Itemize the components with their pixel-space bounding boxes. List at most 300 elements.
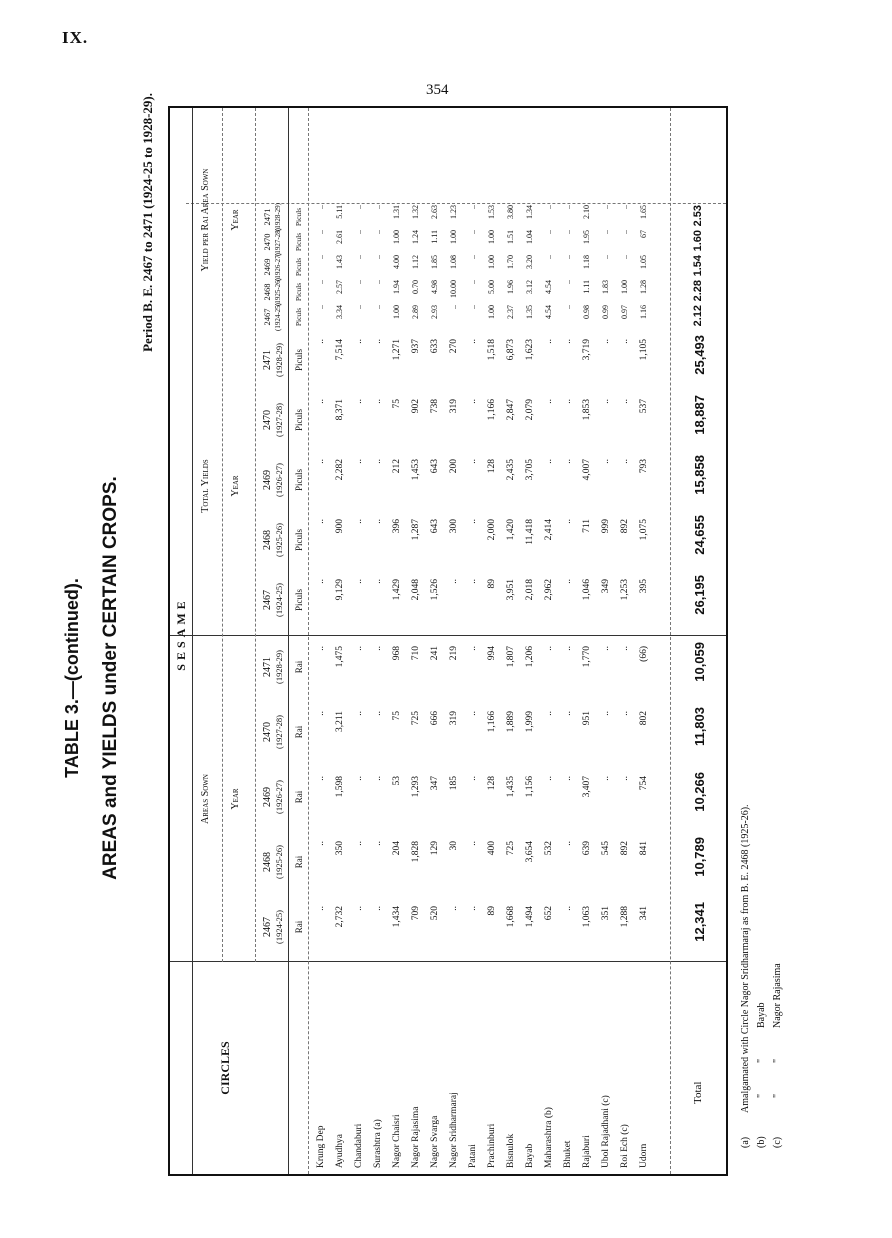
area-year-2468: 2468 [262, 852, 273, 872]
crop-label: SESAME [174, 597, 188, 671]
yield-cell: .. [620, 399, 630, 404]
yield-cell: .. [316, 399, 326, 404]
yield-cell: 1,046 [582, 579, 592, 601]
rai-cell: 1.35 [525, 305, 534, 319]
rai-cell: 5.00 [487, 280, 496, 294]
circle-name: Patani [468, 1144, 478, 1168]
area-cell: .. [373, 711, 383, 716]
area-cell: 725 [411, 711, 421, 726]
area-cell: .. [316, 906, 326, 911]
area-cell: .. [563, 711, 573, 716]
rai-cell: 2.63 [430, 205, 439, 219]
area-cell: 666 [430, 711, 440, 726]
yield-cell: 395 [639, 579, 649, 594]
yield-year-2470: 2470 [262, 410, 273, 430]
rai-cell: .. [563, 205, 572, 209]
rai-unit: Piculs [294, 282, 303, 302]
circle-name: Bayab [525, 1143, 535, 1168]
yield-period-2468: (1925-26) [274, 523, 284, 557]
rai-cell: 1.96 [506, 280, 515, 294]
rai-cell: .. [354, 280, 363, 284]
total-area: 11,803 [692, 707, 707, 747]
area-cell: .. [316, 646, 326, 651]
rai-cell: .. [563, 305, 572, 309]
area-cell: .. [601, 711, 611, 716]
area-cell: 319 [449, 711, 459, 726]
yield-cell: 349 [601, 579, 611, 594]
total-area: 10,059 [692, 642, 707, 682]
footnote-text: Bayab [756, 1002, 767, 1028]
rai-cell: 1.70 [506, 255, 515, 269]
circle-name: Udorn [639, 1143, 649, 1168]
area-cell: .. [354, 841, 364, 846]
yield-cell: 128 [487, 459, 497, 474]
area-cell: 129 [430, 841, 440, 856]
yield-cell: .. [468, 579, 478, 584]
yield-cell: 3,705 [525, 459, 535, 481]
area-period-2468: (1925-26) [274, 845, 284, 879]
yield-cell: .. [601, 399, 611, 404]
total-rai: 2.28 [692, 280, 704, 302]
yield-cell: 200 [449, 459, 459, 474]
area-unit: Rai [294, 920, 304, 934]
section-mark: IX. [62, 28, 89, 47]
yield-cell: 902 [411, 399, 421, 414]
rai-cell: .. [468, 255, 477, 259]
area-cell: 892 [620, 841, 630, 856]
data-table [168, 106, 728, 1176]
rai-cell: .. [316, 305, 325, 309]
rai-period-2468: (1925-26) [274, 278, 282, 306]
circle-name: Roi Ech (c) [620, 1124, 630, 1168]
rai-cell: .. [373, 305, 382, 309]
rai-cell: 1.24 [411, 230, 420, 244]
area-cell: 219 [449, 646, 459, 661]
yield-cell: .. [620, 339, 630, 344]
area-cell: .. [468, 776, 478, 781]
area-cell: .. [373, 646, 383, 651]
rai-cell: .. [563, 280, 572, 284]
rai-period-2471: (1928-29) [274, 203, 282, 231]
area-cell: 1,166 [487, 711, 497, 733]
yield-year-2471: 2471 [262, 350, 273, 370]
circle-name: Bisnulok [506, 1133, 516, 1168]
rai-cell: .. [468, 230, 477, 234]
yield-cell: .. [354, 399, 364, 404]
rai-cell: .. [449, 305, 458, 309]
area-period-2469: (1926-27) [274, 780, 284, 814]
area-cell: 241 [430, 646, 440, 661]
rai-unit: Piculs [294, 207, 303, 227]
rai-cell: .. [620, 230, 629, 234]
yield-unit: Piculs [294, 529, 304, 552]
area-year-2471: 2471 [262, 657, 273, 677]
rai-cell: 1.00 [487, 230, 496, 244]
area-cell: 968 [392, 646, 402, 661]
yield-unit: Piculs [294, 589, 304, 612]
rai-cell: 5.11 [335, 205, 344, 219]
yield-cell: 8,371 [335, 399, 345, 421]
yield-cell: .. [373, 459, 383, 464]
area-cell: 1,828 [411, 841, 421, 863]
area-period-2470: (1927-28) [274, 715, 284, 749]
area-cell: .. [544, 711, 554, 716]
area-unit: Rai [294, 855, 304, 869]
area-period-2471: (1928-29) [274, 650, 284, 684]
rai-cell: .. [373, 230, 382, 234]
area-cell: 709 [411, 906, 421, 921]
yield-cell: 2,414 [544, 519, 554, 541]
area-cell: 3,654 [525, 841, 535, 863]
rai-cell: .. [354, 255, 363, 259]
circle-name: Ayudhya [335, 1134, 345, 1168]
rai-year-2471: 2471 [262, 208, 272, 226]
yield-per-rai-header: Yield per Rai Area Sown [200, 168, 211, 272]
yield-unit: Piculs [294, 349, 304, 372]
yield-cell: .. [373, 579, 383, 584]
area-cell: 994 [487, 646, 497, 661]
area-cell: 652 [544, 906, 554, 921]
yield-cell: 2,435 [506, 459, 516, 481]
rai-cell: 1.23 [449, 205, 458, 219]
area-cell: 347 [430, 776, 440, 791]
yield-cell: 1,105 [639, 339, 649, 361]
rai-cell: 1.51 [506, 230, 515, 244]
area-year-2467: 2467 [262, 917, 273, 937]
yield-cell: 2,847 [506, 399, 516, 421]
yield-cell: 4,007 [582, 459, 592, 481]
area-cell: 3,211 [335, 711, 345, 733]
yield-year-2468: 2468 [262, 530, 273, 550]
total-rai: 1.54 [692, 255, 704, 277]
yield-cell: 1,853 [582, 399, 592, 421]
yield-cell: .. [354, 579, 364, 584]
area-cell: 725 [506, 841, 516, 856]
area-cell: .. [563, 646, 573, 651]
area-cell: 89 [487, 906, 497, 916]
rai-year-2468: 2468 [262, 283, 272, 301]
circle-name: Krung Dep [316, 1125, 326, 1168]
yield-cell: 900 [335, 519, 345, 534]
ditto-mark: " [772, 1058, 783, 1063]
rai-cell: 1.83 [601, 280, 610, 294]
yield-cell: 1,526 [430, 579, 440, 601]
yield-cell: 1,271 [392, 339, 402, 361]
area-cell: 128 [487, 776, 497, 791]
rai-cell: 3.80 [506, 205, 515, 219]
total-yield: 25,493 [692, 335, 707, 375]
yields-year-header: Year [230, 475, 241, 497]
yield-cell: .. [544, 339, 554, 344]
rai-unit: Piculs [294, 232, 303, 252]
rai-cell: .. [563, 230, 572, 234]
yield-year-2469: 2469 [262, 470, 273, 490]
rai-cell: 2.89 [411, 305, 420, 319]
yield-unit: Piculs [294, 469, 304, 492]
circle-name: Nagor Svarga [430, 1115, 440, 1168]
yield-cell: 633 [430, 339, 440, 354]
rai-cell: .. [601, 205, 610, 209]
rai-cell: .. [373, 280, 382, 284]
total-rai: 1.60 [692, 230, 704, 252]
area-period-2467: (1924-25) [274, 910, 284, 944]
footnote-text: Amalgamated with Circle Nagor Sridharmaraj as from B. E. 2468 (1925-26). [740, 804, 751, 1113]
area-cell: 545 [601, 841, 611, 856]
area-cell: 1,598 [335, 776, 345, 798]
area-cell: (66) [639, 646, 649, 662]
yield-cell: 11,418 [525, 519, 535, 545]
rai-cell: .. [468, 280, 477, 284]
yield-cell: .. [373, 519, 383, 524]
yield-cell: 537 [639, 399, 649, 414]
rai-cell: .. [620, 255, 629, 259]
circle-name: Nagor Rajasima [411, 1106, 421, 1168]
yield-cell: 6,873 [506, 339, 516, 361]
footnote-mark: (c) [772, 1136, 783, 1148]
yield-cell: 2,962 [544, 579, 554, 601]
rai-year-2470: 2470 [262, 233, 272, 251]
area-cell: 532 [544, 841, 554, 856]
yield-cell: 892 [620, 519, 630, 534]
rai-cell: .. [544, 230, 553, 234]
yield-cell: .. [601, 459, 611, 464]
area-cell: .. [601, 776, 611, 781]
yield-cell: .. [354, 519, 364, 524]
rai-cell: 1.53 [487, 205, 496, 219]
rai-cell: 10.00 [449, 280, 458, 298]
area-cell: 1,889 [506, 711, 516, 733]
yield-cell: 1,429 [392, 579, 402, 601]
rai-cell: 1.94 [392, 280, 401, 294]
yield-cell: .. [316, 339, 326, 344]
rai-cell: 4.98 [430, 280, 439, 294]
yield-cell: .. [544, 459, 554, 464]
rai-cell: .. [316, 205, 325, 209]
yield-period-2467: (1924-25) [274, 583, 284, 617]
rai-cell: 4.54 [544, 305, 553, 319]
area-cell: .. [468, 906, 478, 911]
yield-cell: 212 [392, 459, 402, 474]
yield-cell: .. [468, 519, 478, 524]
area-cell: .. [563, 841, 573, 846]
yield-cell: 1,166 [487, 399, 497, 421]
area-cell: 802 [639, 711, 649, 726]
yield-cell: 3,951 [506, 579, 516, 601]
yield-cell: .. [563, 339, 573, 344]
yield-cell: 396 [392, 519, 402, 534]
area-cell: 1,156 [525, 776, 535, 798]
rai-unit: Piculs [294, 307, 303, 327]
yield-cell: 3,719 [582, 339, 592, 361]
yield-cell: 2,000 [487, 519, 497, 541]
yield-cell: 738 [430, 399, 440, 414]
area-cell: .. [373, 906, 383, 911]
area-cell: .. [354, 711, 364, 716]
area-cell: .. [544, 776, 554, 781]
rai-cell: 4.54 [544, 280, 553, 294]
rai-unit: Piculs [294, 257, 303, 277]
area-cell: 204 [392, 841, 402, 856]
rai-cell: .. [563, 255, 572, 259]
area-cell: .. [316, 776, 326, 781]
yield-cell: .. [449, 579, 459, 584]
total-yield: 26,195 [692, 575, 707, 615]
area-unit: Rai [294, 660, 304, 674]
area-cell: 1,293 [411, 776, 421, 798]
yield-cell: 1,518 [487, 339, 497, 361]
yield-cell: .. [468, 399, 478, 404]
rai-cell: .. [373, 205, 382, 209]
rai-cell: 3.12 [525, 280, 534, 294]
rai-cell: 1.00 [487, 255, 496, 269]
rai-cell: .. [601, 255, 610, 259]
rai-cell: 1.00 [620, 280, 629, 294]
yield-cell: .. [316, 459, 326, 464]
total-yield: 15,858 [692, 455, 707, 495]
area-cell: 350 [335, 841, 345, 856]
yield-cell: .. [316, 579, 326, 584]
rai-cell: .. [316, 230, 325, 234]
area-cell: 1,999 [525, 711, 535, 733]
yield-cell: .. [354, 339, 364, 344]
rai-cell: 1.32 [411, 205, 420, 219]
rai-cell: 1.00 [449, 230, 458, 244]
rai-cell: 1.85 [430, 255, 439, 269]
circle-name: Bhuket [563, 1140, 573, 1168]
yield-cell: .. [316, 519, 326, 524]
rai-cell: 1.31 [392, 205, 401, 219]
yield-cell: 1,287 [411, 519, 421, 541]
area-cell: 53 [392, 776, 402, 786]
rai-cell: 0.97 [620, 305, 629, 319]
area-year-2469: 2469 [262, 787, 273, 807]
area-cell: 1,475 [335, 646, 345, 668]
area-cell: 1,434 [392, 906, 402, 928]
yield-unit: Piculs [294, 409, 304, 432]
rai-cell: 1.12 [411, 255, 420, 269]
yield-cell: 1,420 [506, 519, 516, 541]
rai-cell: .. [601, 230, 610, 234]
area-cell: .. [563, 776, 573, 781]
area-cell: 951 [582, 711, 592, 726]
total-label: Total [692, 1081, 704, 1104]
rai-year-2469: 2469 [262, 258, 272, 276]
rai-cell: .. [373, 255, 382, 259]
table-subtitle: AREAS and YIELDS under CERTAIN CROPS. [100, 476, 121, 880]
yield-cell: 7,514 [335, 339, 345, 361]
rai-cell: 1.00 [392, 305, 401, 319]
yield-cell: .. [468, 459, 478, 464]
area-cell: .. [563, 906, 573, 911]
yield-cell: 711 [582, 519, 592, 533]
rai-year-2467: 2467 [262, 308, 272, 326]
yield-cell: 1,253 [620, 579, 630, 601]
area-cell: 341 [639, 906, 649, 921]
rai-cell: 2.61 [335, 230, 344, 244]
yield-cell: 937 [411, 339, 421, 354]
area-cell: 1,206 [525, 646, 535, 668]
rai-cell: 2.10 [582, 205, 591, 219]
area-cell: 400 [487, 841, 497, 856]
yield-cell: 9,129 [335, 579, 345, 601]
circle-name: Ubol Rajadhani (c) [601, 1095, 611, 1168]
yield-cell: 270 [449, 339, 459, 354]
area-cell: 639 [582, 841, 592, 856]
rai-cell: .. [544, 255, 553, 259]
rai-cell: .. [544, 205, 553, 209]
yield-cell: 300 [449, 519, 459, 534]
total-yield: 18,887 [692, 395, 707, 435]
rai-cell: .. [620, 205, 629, 209]
yield-cell: 2,079 [525, 399, 535, 421]
area-cell: 1,494 [525, 906, 535, 928]
yield-cell: 1,623 [525, 339, 535, 361]
rai-cell: .. [354, 230, 363, 234]
areas-sown-header: Areas Sown [200, 774, 211, 824]
rai-cell: 3.34 [335, 305, 344, 319]
rai-cell: 1.18 [582, 255, 591, 269]
ditto-mark: " [772, 1093, 783, 1098]
area-cell: .. [620, 776, 630, 781]
circle-name: Maharashtra (b) [544, 1107, 554, 1168]
circle-name: Chandaburi [354, 1123, 364, 1168]
total-yields-header: Total Yields [200, 459, 211, 513]
area-cell: 3,407 [582, 776, 592, 798]
area-cell: 1,770 [582, 646, 592, 668]
area-unit: Rai [294, 725, 304, 739]
area-unit: Rai [294, 790, 304, 804]
rai-cell: 1.43 [335, 255, 344, 269]
yield-cell: .. [563, 519, 573, 524]
rai-cell: 1.95 [582, 230, 591, 244]
area-cell: .. [354, 776, 364, 781]
area-cell: 1,435 [506, 776, 516, 798]
area-cell: 75 [392, 711, 402, 721]
ditto-mark: " [756, 1093, 767, 1098]
total-area: 10,789 [692, 837, 707, 877]
table-title: TABLE 3.—(continued). [62, 578, 82, 778]
yield-cell: 793 [639, 459, 649, 474]
circle-name: Rajaburi [582, 1135, 592, 1168]
yield-cell: 319 [449, 399, 459, 414]
circles-header: CIRCLES [218, 1041, 232, 1095]
yield-cell: 643 [430, 459, 440, 474]
yield-cell: 1,453 [411, 459, 421, 481]
footnote-mark: (a) [740, 1136, 751, 1148]
yield-cell: 999 [601, 519, 611, 534]
area-cell: 1,668 [506, 906, 516, 928]
total-rai: 2.12 [692, 305, 704, 327]
yield-period-2469: (1926-27) [274, 463, 284, 497]
yield-cell: .. [601, 339, 611, 344]
circle-name: Nagor Chaisri [392, 1114, 402, 1168]
rai-cell: 2.37 [506, 305, 515, 319]
rai-cell: 1.28 [639, 280, 648, 294]
rai-cell: 1.11 [582, 280, 591, 294]
total-area: 12,341 [692, 902, 707, 942]
area-cell: .. [354, 906, 364, 911]
yield-cell: .. [354, 459, 364, 464]
rai-cell: 1.05 [639, 255, 648, 269]
rai-cell: 1.34 [525, 205, 534, 219]
rai-period-2470: (1927-28) [274, 228, 282, 256]
area-cell: .. [449, 906, 459, 911]
rai-cell: 4.00 [392, 255, 401, 269]
yield-cell: .. [373, 399, 383, 404]
yield-cell: 89 [487, 579, 497, 589]
area-cell: .. [601, 646, 611, 651]
rai-cell: 1.08 [449, 255, 458, 269]
